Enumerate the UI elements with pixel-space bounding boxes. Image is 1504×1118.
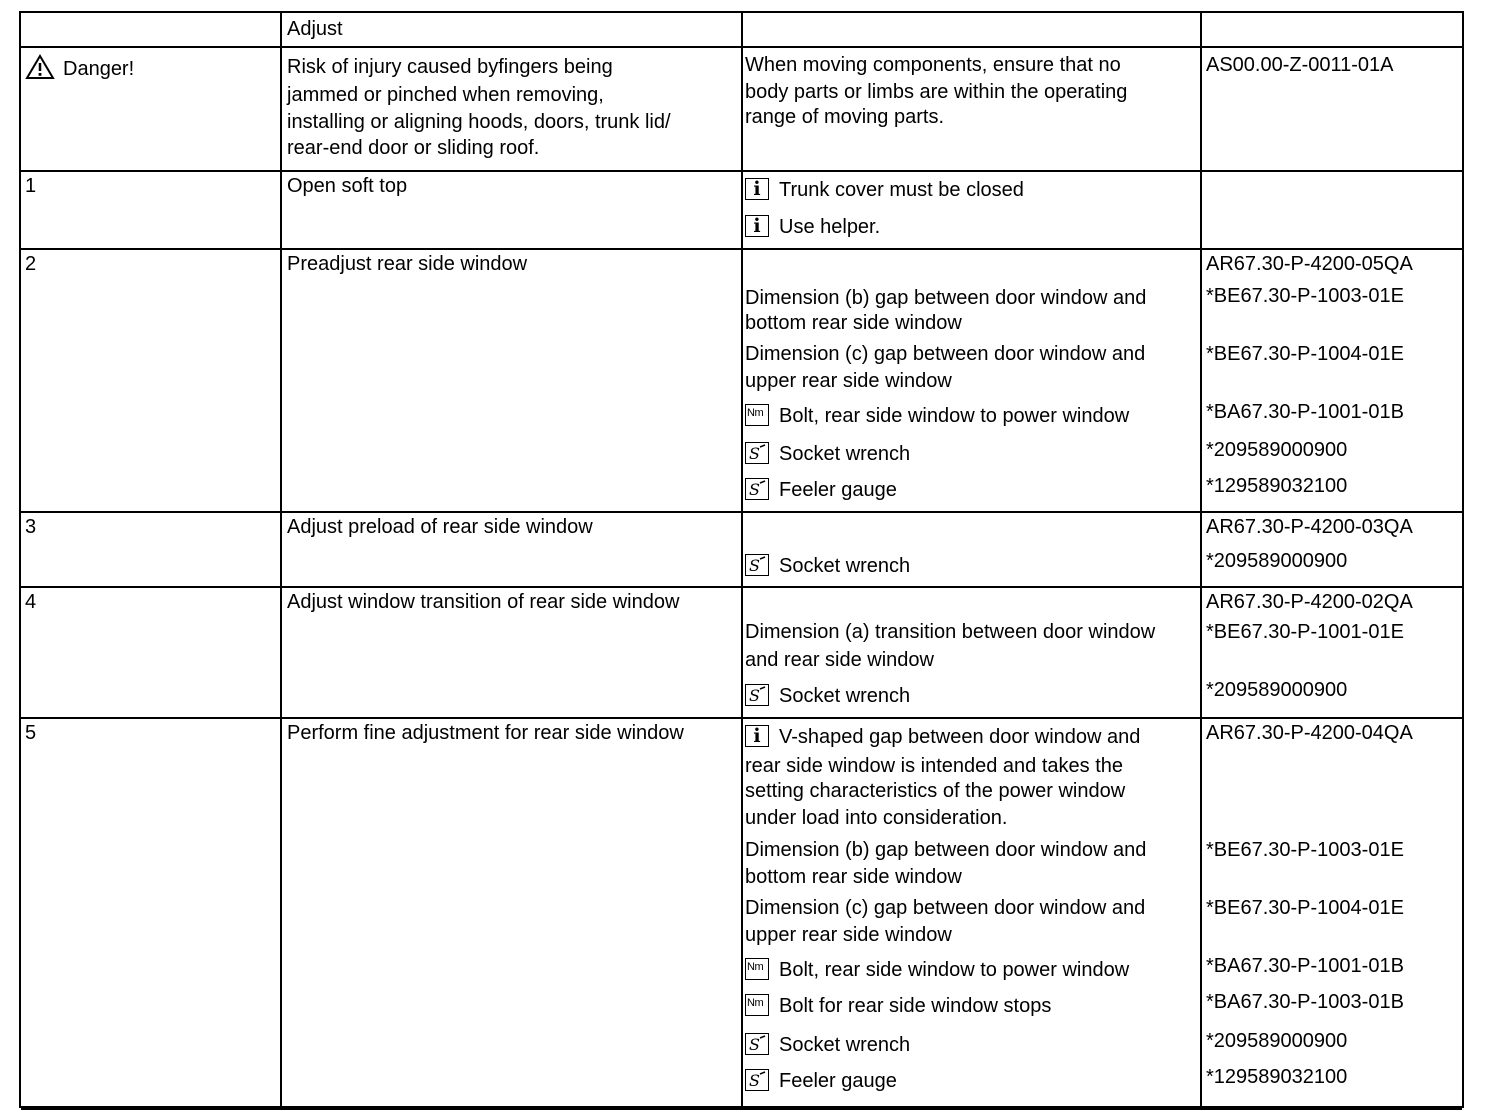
step-note: S Socket wrench xyxy=(745,441,910,467)
step-note-ref: *BE67.30-P-1003-01E xyxy=(1206,839,1404,861)
step-note-ref: *BA67.30-P-1003-01B xyxy=(1206,991,1404,1013)
step-note-ref: *BE67.30-P-1001-01E xyxy=(1206,621,1404,643)
torque-nm-icon xyxy=(745,994,769,1016)
svg-text:S: S xyxy=(749,686,760,704)
step-note-ref: *209589000900 xyxy=(1206,1030,1348,1052)
header-adjust: Adjust xyxy=(287,18,343,40)
svg-text:S: S xyxy=(749,556,760,574)
step-note: NmBolt for rear side window stops xyxy=(745,993,1051,1019)
danger-risk-line: jammed or pinched when removing, xyxy=(287,84,604,106)
danger-measure-line: body parts or limbs are within the operating xyxy=(745,81,1128,103)
step-note: S Socket wrench xyxy=(745,553,910,579)
step-note: S Socket wrench xyxy=(745,683,910,709)
special-tool-icon xyxy=(745,684,769,706)
step-title: Adjust preload of rear side window xyxy=(287,516,593,538)
step-ref: AR67.30-P-4200-05QA xyxy=(1206,253,1413,275)
step-note: i Trunk cover must be closed xyxy=(745,177,1024,203)
danger-label-cell xyxy=(25,54,134,82)
step-ref: AR67.30-P-4200-03QA xyxy=(1206,516,1413,538)
procedure-table xyxy=(19,11,1464,1108)
step-note-ref: *209589000900 xyxy=(1206,679,1348,701)
danger-risk-line: rear-end door or sliding roof. xyxy=(287,137,540,159)
step-note-ref: *BA67.30-P-1001-01B xyxy=(1206,955,1404,977)
step-title: Open soft top xyxy=(287,175,408,197)
step-note-line: setting characteristics of the power window xyxy=(745,780,1126,802)
step-number: 5 xyxy=(25,722,37,744)
danger-label: Danger! xyxy=(63,58,135,80)
step-note-ref: *BE67.30-P-1003-01E xyxy=(1206,285,1404,307)
step-number: 2 xyxy=(25,253,37,275)
step-note-line: bottom rear side window xyxy=(745,866,962,888)
info-icon xyxy=(745,215,769,237)
step-note-line: upper rear side window xyxy=(745,924,952,946)
danger-risk-line: Risk of injury caused byfingers being xyxy=(287,56,613,78)
special-tool-icon xyxy=(745,1069,769,1091)
step-note: S Feeler gauge xyxy=(745,1068,897,1094)
step-ref: AR67.30-P-4200-02QA xyxy=(1206,591,1413,613)
step-note-line: Dimension (a) transition between door window xyxy=(745,621,1156,643)
special-tool-icon xyxy=(745,478,769,500)
step-note-ref: *BE67.30-P-1004-01E xyxy=(1206,897,1404,919)
step-title: Adjust window transition of rear side window xyxy=(287,591,680,613)
step-number: 3 xyxy=(25,516,37,538)
svg-text:S: S xyxy=(749,444,760,462)
step-note-line: rear side window is intended and takes the xyxy=(745,755,1124,777)
step-title: Perform fine adjustment for rear side window xyxy=(287,722,684,744)
step-note: S Feeler gauge xyxy=(745,477,897,503)
step-note-line: under load into consideration. xyxy=(745,807,1008,829)
step-note: NmBolt, rear side window to power window xyxy=(745,957,1129,983)
step-note: iUse helper. xyxy=(745,214,880,240)
step-note-ref: *BA67.30-P-1001-01B xyxy=(1206,401,1404,423)
step-ref: AR67.30-P-4200-04QA xyxy=(1206,722,1413,744)
danger-measure-line: range of moving parts. xyxy=(745,106,944,128)
step-note-line: Dimension (c) gap between door window and xyxy=(745,343,1146,365)
warning-triangle-icon xyxy=(25,54,55,80)
step-note: iV-shaped gap between door window and xyxy=(745,724,1140,750)
step-note-line: bottom rear side window xyxy=(745,312,962,334)
step-note-ref: *BE67.30-P-1004-01E xyxy=(1206,343,1404,365)
svg-text:S: S xyxy=(749,1071,760,1089)
danger-measure-line: When moving components, ensure that no xyxy=(745,54,1121,76)
special-tool-icon xyxy=(745,554,769,576)
step-note-ref: *209589000900 xyxy=(1206,439,1348,461)
step-note-line: Dimension (b) gap between door window and xyxy=(745,287,1147,309)
info-icon xyxy=(745,725,769,747)
step-note-line: upper rear side window xyxy=(745,370,952,392)
danger-ref: AS00.00-Z-0011-01A xyxy=(1206,54,1394,76)
danger-risk-line: installing or aligning hoods, doors, trunk lid/ xyxy=(287,111,671,133)
special-tool-icon xyxy=(745,1033,769,1055)
step-note-line: Dimension (c) gap between door window and xyxy=(745,897,1146,919)
step-note-ref: *129589032100 xyxy=(1206,1066,1348,1088)
step-note-ref: *209589000900 xyxy=(1206,550,1348,572)
step-number: 1 xyxy=(25,175,37,197)
step-note-ref: *129589032100 xyxy=(1206,475,1348,497)
column-divider xyxy=(280,13,282,1106)
step-note: NmBolt, rear side window to power window xyxy=(745,403,1129,429)
info-icon xyxy=(745,178,769,200)
step-note-line: and rear side window xyxy=(745,649,934,671)
torque-nm-icon xyxy=(745,404,769,426)
step-note: S Socket wrench xyxy=(745,1032,910,1058)
column-divider xyxy=(1200,13,1202,1106)
svg-text:S: S xyxy=(749,480,760,498)
special-tool-icon xyxy=(745,442,769,464)
torque-nm-icon xyxy=(745,958,769,980)
step-number: 4 xyxy=(25,591,37,613)
step-title: Preadjust rear side window xyxy=(287,253,528,275)
column-divider xyxy=(741,13,743,1106)
step-note-line: Dimension (b) gap between door window and xyxy=(745,839,1147,861)
svg-text:S: S xyxy=(749,1035,760,1053)
